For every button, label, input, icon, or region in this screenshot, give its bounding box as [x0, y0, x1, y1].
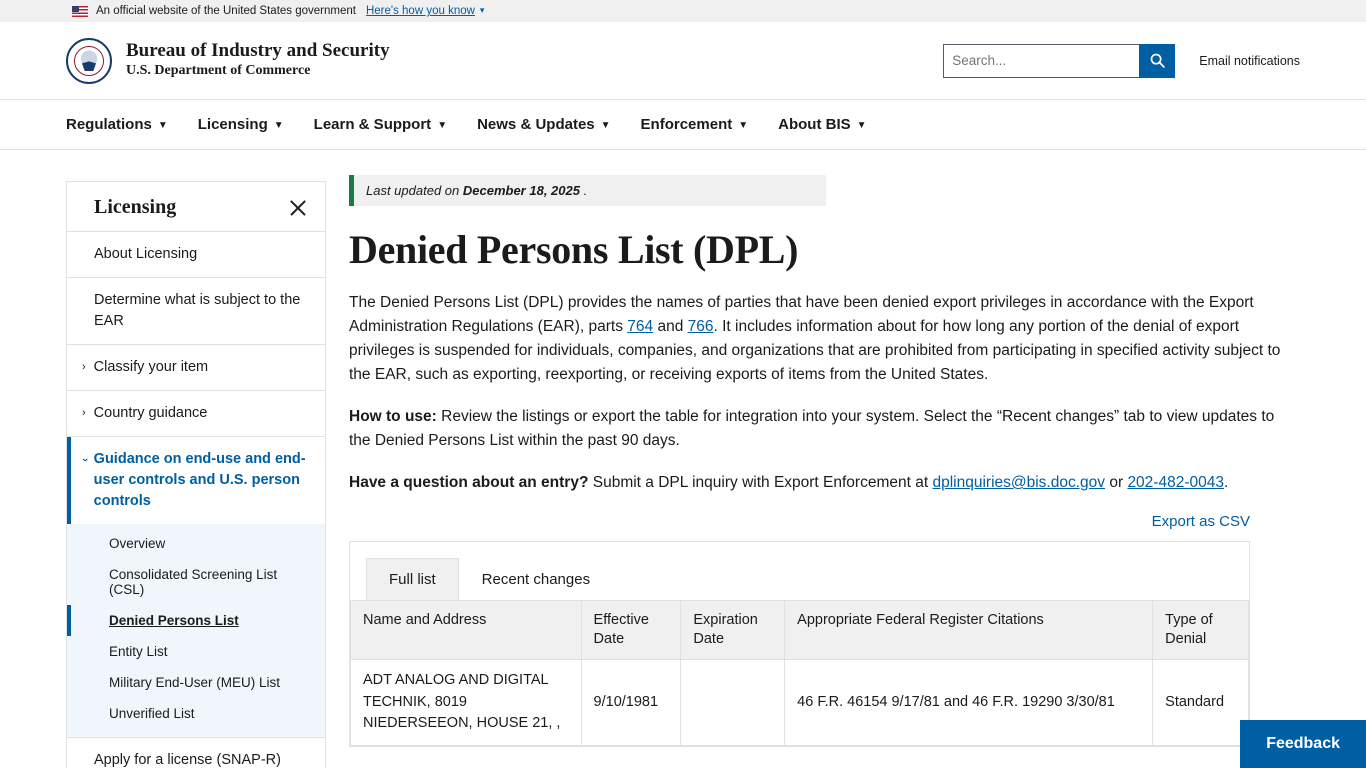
dpl-table — [350, 600, 1249, 746]
primary-navigation — [0, 100, 1366, 150]
dpl-table-card — [349, 541, 1250, 747]
sidebar-item-label: Classify your item — [93, 359, 209, 376]
nav-item-learn-support[interactable] — [314, 116, 447, 133]
chevron-down-icon: ▼ — [738, 120, 749, 131]
sidebar — [66, 181, 326, 768]
nav-item-enforcement[interactable] — [641, 116, 749, 133]
main-content — [349, 175, 1300, 768]
chevron-down-icon: ▼ — [157, 120, 168, 131]
nav-label: Licensing — [197, 116, 268, 133]
chevron-down-icon[interactable]: ▾ — [479, 4, 485, 15]
brand[interactable] — [66, 38, 390, 84]
how-to-use-paragraph — [349, 405, 1300, 453]
search-form — [943, 44, 1175, 78]
sidebar-item-consolidated-screening-list[interactable]: Consolidated Screening List (CSL) — [109, 567, 278, 598]
question-label: Have a question about an entry? — [349, 474, 589, 492]
tab-recent-changes[interactable]: Recent changes — [481, 571, 591, 589]
sidebar-item-unverified-list[interactable]: Unverified List — [109, 706, 195, 722]
last-updated-prefix: Last updated on — [366, 183, 460, 198]
question-text-pre: Submit a DPL inquiry with Export Enforcement at — [588, 474, 933, 492]
how-to-use-text: Review the listings or export the table for integration into your system. Select the “Recent changes” tab to view updates to the Denied Persons List within the past 90 days. — [349, 408, 1275, 450]
cell-name-address: ADT ANALOG AND DIGITAL TECHNIK, 8019 NIEDERSEEON, HOUSE 21, , — [351, 659, 582, 745]
email-notifications-link[interactable]: Email notifications — [1199, 53, 1300, 68]
department-name: U.S. Department of Commerce — [126, 63, 311, 79]
chevron-down-icon: › — [78, 458, 91, 462]
sidebar-subnav — [67, 524, 325, 738]
nav-label: About BIS — [778, 116, 851, 133]
part-764-link[interactable]: 764 — [627, 318, 654, 336]
sidebar-item-overview[interactable]: Overview — [109, 536, 166, 552]
export-as-csv-link[interactable]: Export as CSV — [1151, 513, 1250, 531]
brand-text — [126, 40, 390, 80]
chevron-down-icon: ▼ — [856, 120, 867, 131]
sidebar-title: Licensing — [94, 196, 177, 218]
bis-seal-icon — [66, 38, 112, 84]
part-766-link[interactable]: 766 — [687, 318, 714, 336]
sidebar-item-classify-your-item[interactable] — [67, 345, 325, 391]
nav-label: Enforcement — [640, 116, 733, 133]
nav-item-regulations[interactable] — [66, 116, 168, 133]
phone-link[interactable]: 202-482-0043 — [1127, 474, 1224, 492]
site-header — [0, 22, 1366, 100]
sidebar-item-label: Apply for a license (SNAP-R) — [94, 752, 281, 768]
last-updated-banner — [349, 175, 826, 206]
page-body — [0, 150, 1366, 768]
question-text-post: . — [1223, 474, 1229, 492]
table-body — [351, 659, 1249, 745]
sidebar-item-country-guidance[interactable] — [67, 391, 325, 437]
sidebar-item-about-licensing[interactable] — [67, 232, 325, 278]
last-updated-suffix: . — [583, 183, 588, 198]
export-row — [349, 513, 1300, 531]
cell-effective-date: 9/10/1981 — [581, 659, 681, 745]
sidebar-item-label: Country guidance — [93, 405, 208, 422]
sidebar-item-end-use-controls[interactable] — [67, 437, 325, 524]
nav-label: Learn & Support — [313, 116, 432, 133]
intro-and: and — [653, 318, 688, 336]
sidebar-item-label: About Licensing — [94, 246, 198, 262]
page-title: Denied Persons List (DPL) — [349, 227, 799, 272]
nav-item-news-updates[interactable] — [477, 116, 610, 133]
column-header-citations: Appropriate Federal Register Citations — [785, 601, 1153, 660]
search-button[interactable] — [1139, 44, 1175, 78]
chevron-down-icon: ▼ — [600, 120, 611, 131]
question-paragraph — [349, 471, 1300, 495]
sidebar-item-military-end-user-list[interactable]: Military End-User (MEU) List — [109, 675, 281, 691]
column-header-expiration-date: Expiration Date — [681, 601, 785, 660]
column-header-type-of-denial: Type of Denial — [1153, 601, 1249, 660]
chevron-down-icon: ▼ — [273, 120, 284, 131]
how-you-know-link[interactable]: Here's how you know — [365, 5, 475, 17]
government-banner — [0, 0, 1366, 22]
chevron-down-icon: ▼ — [437, 120, 448, 131]
sidebar-item-denied-persons-list[interactable]: Denied Persons List — [67, 605, 325, 636]
sidebar-item-determine-subject-ear[interactable] — [67, 278, 325, 345]
sidebar-item-label: Determine what is subject to the EAR — [94, 292, 301, 330]
table-row — [351, 659, 1249, 745]
search-icon — [1149, 52, 1166, 69]
us-flag-icon — [72, 6, 88, 17]
column-header-name-address: Name and Address — [351, 601, 582, 660]
sidebar-header — [67, 182, 325, 232]
intro-text-part2: . It includes information about for how long any portion of the denial of export privileges is suspended for individuals, companies, and organizations that are prohibited from participating in specified activity subject to the EAR, such as exporting, reexporting, or receiving exports of items from the United States. — [349, 318, 1281, 384]
chevron-right-icon: › — [82, 361, 86, 374]
table-tabs — [350, 542, 1249, 600]
nav-label: News & Updates — [477, 116, 595, 133]
close-icon[interactable] — [287, 197, 309, 219]
chevron-right-icon: › — [82, 407, 86, 420]
tab-full-list[interactable]: Full list — [366, 558, 459, 600]
sidebar-item-label: Guidance on end-use and end-user controls and U.S. person controls — [93, 451, 306, 510]
table-header — [351, 601, 1249, 660]
intro-text-part1: The Denied Persons List (DPL) provides the names of parties that have been denied export privileges in accordance with the Export Administration Regulations (EAR), parts — [349, 294, 1254, 336]
nav-item-about-bis[interactable] — [778, 116, 866, 133]
search-input[interactable] — [943, 44, 1139, 78]
agency-name: Bureau of Industry and Security — [126, 40, 390, 62]
dpl-inquiries-email-link[interactable]: dplinquiries@bis.doc.gov — [932, 474, 1106, 492]
cell-citations: 46 F.R. 46154 9/17/81 and 46 F.R. 19290 3/30/81 — [785, 659, 1153, 745]
nav-label: Regulations — [66, 116, 152, 133]
sidebar-item-apply-for-license-snapr[interactable] — [67, 738, 325, 768]
banner-text: An official website of the United States government — [96, 5, 356, 17]
intro-paragraph — [349, 291, 1300, 387]
sidebar-item-entity-list[interactable]: Entity List — [109, 644, 168, 660]
table-header-row — [351, 601, 1249, 660]
how-to-use-label: How to use: — [349, 408, 437, 426]
cell-expiration-date — [681, 659, 785, 745]
column-header-effective-date: Effective Date — [581, 601, 681, 660]
question-or: or — [1105, 474, 1128, 492]
last-updated-date: December 18, 2025 — [462, 183, 580, 198]
feedback-button[interactable]: Feedback — [1240, 720, 1366, 768]
header-right — [943, 44, 1300, 78]
cell-type-of-denial: Standard — [1153, 659, 1249, 745]
nav-item-licensing[interactable] — [198, 116, 284, 133]
